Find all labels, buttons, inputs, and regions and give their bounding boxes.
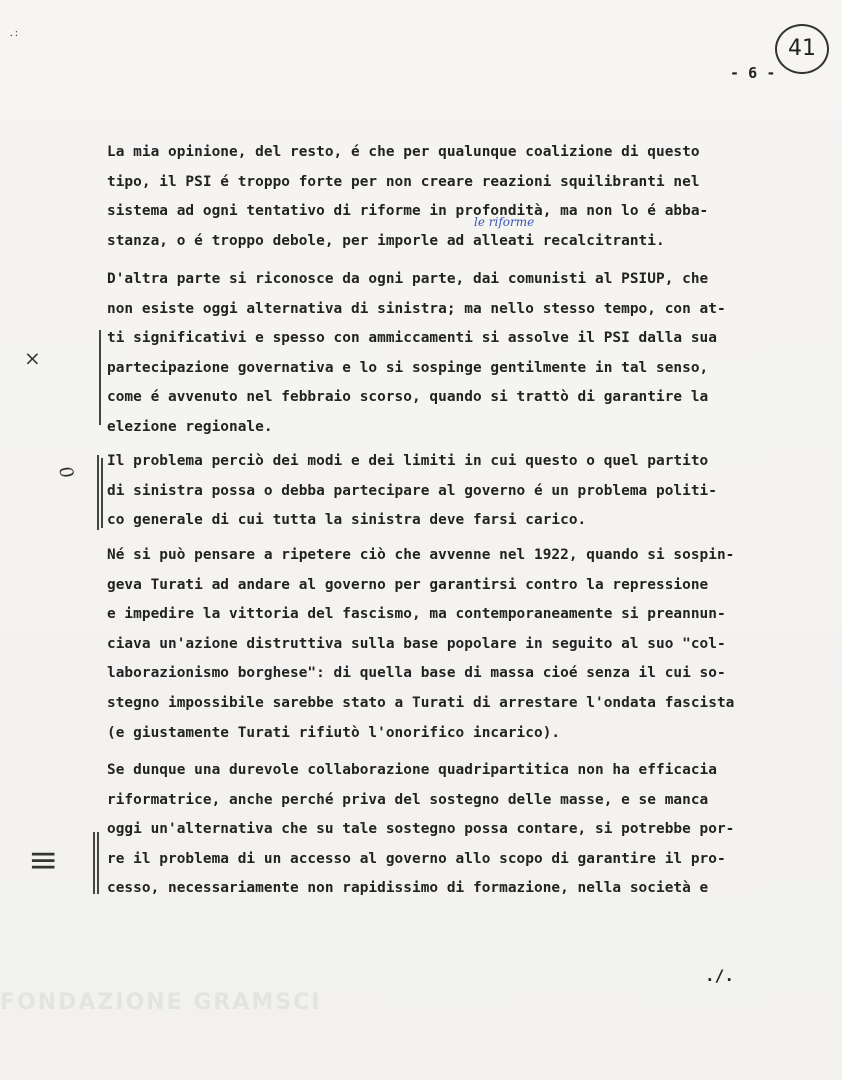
text-line: sistema ad ogni tentativo di riforme in profondità, ma non lo é abba- (107, 203, 709, 220)
text-line: D'altra parte si riconosce da ogni parte, dai comunisti al PSIUP, che (107, 271, 709, 287)
text-line: tipo, il PSI é troppo forte per non creare reazioni squilibranti nel (107, 173, 700, 190)
paragraph-3 (107, 447, 807, 536)
corner-marks: . : (10, 28, 18, 39)
text-line: Se dunque una durevole collaborazione quadripartitica non ha efficacia (107, 762, 717, 778)
text-line: re il problema di un accesso al governo allo scopo di garantire il pro- (107, 850, 726, 867)
text-line: cesso, necessariamente non rapidissimo di formazione, nella società e (107, 880, 709, 897)
margin-bracket (101, 458, 103, 528)
paragraph-5 (107, 756, 807, 904)
text-line: elezione regionale. (107, 418, 273, 435)
text-line: geva Turati ad andare al governo per garantirsi contro la repressione (107, 576, 709, 593)
text-line: partecipazione governativa e lo si sospinge gentilmente in tal senso, (107, 359, 709, 376)
archive-number-circle (775, 24, 829, 74)
text-line: riformatrice, anche perché priva del sostegno delle masse, e se manca (107, 791, 709, 808)
margin-strokes-mark: ≡ (28, 840, 59, 881)
text-line: Il problema perciò dei modi e dei limiti in cui questo o quel partito (107, 453, 709, 469)
text-line: e impedire la vittoria del fascismo, ma contemporaneamente si preannun- (107, 606, 726, 623)
margin-bracket (99, 330, 101, 425)
text-line: oggi un'alternativa che su tale sostegno possa contare, si potrebbe por- (107, 821, 735, 838)
margin-bracket (93, 832, 95, 894)
text-line: non esiste oggi alternativa di sinistra; ma nello stesso tempo, con at- (107, 300, 726, 317)
text-line: laborazionismo borghese": di quella base di massa cioé senza il cui so- (107, 665, 726, 682)
page-number: - 6 - (730, 64, 776, 82)
text-line: stanza, o é troppo debole, per imporle ad alleati recalcitranti. (107, 232, 665, 249)
archive-number: 41 (788, 36, 816, 61)
margin-x-mark: × (24, 346, 41, 370)
margin-zero-mark: 0 (53, 463, 78, 482)
text-line: Né si può pensare a ripetere ciò che avvenne nel 1922, quando si sospin- (107, 547, 735, 563)
text-line: stegno impossibile sarebbe stato a Turati di arrestare l'ondata fascista (107, 694, 735, 711)
text-line: (e giustamente Turati rifiutò l'onorifico incarico). (107, 724, 561, 741)
paragraph-1 (107, 138, 807, 256)
handwritten-insertion: le riforme (474, 215, 535, 229)
text-line: ciava un'azione distruttiva sulla base popolare in seguito al suo "col- (107, 635, 726, 652)
paragraph-4 (107, 541, 807, 748)
continuation-mark: ./. (705, 966, 735, 985)
text-line: di sinistra possa o debba partecipare al governo é un problema politi- (107, 482, 717, 499)
text-line: come é avvenuto nel febbraio scorso, quando si trattò di garantire la (107, 389, 709, 406)
paragraph-2 (107, 265, 807, 443)
text-line: co generale di cui tutta la sinistra deve farsi carico. (107, 512, 587, 529)
watermark: FONDAZIONE GRAMSCI (0, 990, 322, 1015)
text-line: ti significativi e spesso con ammiccamenti si assolve il PSI dalla sua (107, 330, 717, 347)
margin-bracket (97, 832, 99, 894)
margin-bracket (97, 455, 99, 530)
text-line: La mia opinione, del resto, é che per qualunque coalizione di questo (107, 144, 700, 160)
